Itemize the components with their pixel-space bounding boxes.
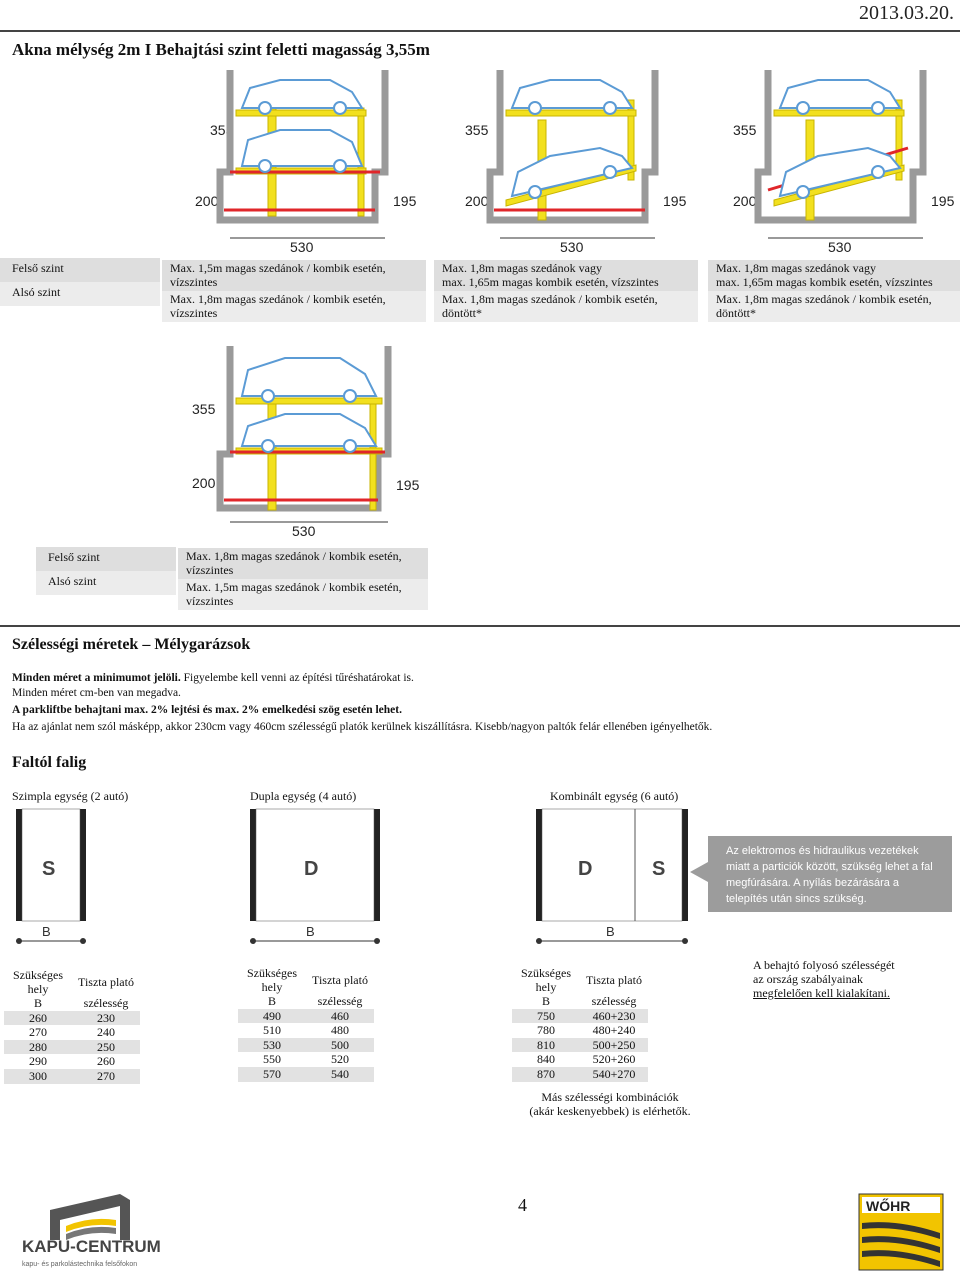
note-4: Ha az ajánlat nem szól másképp, akkor 230cm vagy 460cm szélességű platók kerülnek kiszállításra. Kisebb/nagyon paltók felár ellenében igényelhetők. [12, 721, 713, 733]
table-combined: Szükséges hely Tiszta plató B szélesség 750 460+230 780 480+240 810 500+250 840 520+260 870 540+270 [512, 966, 648, 1082]
config-3-lower: Max. 1,8m magas szedánok / kombik esetén, döntött* [708, 291, 960, 322]
table-row: 840 520+260 [537, 1052, 636, 1067]
parking-diagram-3 [728, 60, 958, 260]
lower-level-label: Alsó szint [0, 282, 160, 306]
config-4-lower: Max. 1,5m magas szedánok / kombik esetén, vízszintes [178, 579, 428, 610]
letter-d: D [578, 858, 593, 880]
dim-355: 355 [210, 122, 234, 138]
table-row: 810 500+250 [512, 1038, 648, 1053]
wiring-callout [690, 832, 952, 914]
note-2: Minden méret cm-ben van megadva. [12, 687, 181, 699]
config-2-upper: Max. 1,8m magas szedánok vagy max. 1,65m magas kombik esetén, vízszintes [434, 260, 698, 291]
letter-b: B [42, 924, 51, 939]
table-row: 750 460+230 [512, 1009, 648, 1024]
logo-left-text: KAPU-CENTRUM [22, 1237, 161, 1256]
dim-195: 195 [931, 193, 955, 209]
dim-355: 355 [465, 122, 489, 138]
letter-s: S [42, 858, 56, 880]
lower-level-label: Alsó szint [36, 571, 176, 595]
config-3-spec [708, 260, 960, 322]
other-combos-note: Más szélességi kombinációk (akár keskenyebbek) is elérhetők. [529, 1090, 691, 1118]
config-2-spec [434, 260, 698, 322]
config-1-lower: Max. 1,8m magas szedánok / kombik esetén, vízszintes [162, 291, 426, 322]
table-simple: Szükséges hely Tiszta plató B szélesség 260 230 270 240 280 250 290 260 300 270 [4, 968, 140, 1084]
table-row: 870 540+270 [512, 1067, 648, 1082]
table-row: 530 500 [238, 1038, 374, 1053]
table-row: 550 520 [263, 1052, 349, 1067]
section-divider [0, 625, 960, 627]
dim-355: 355 [733, 122, 757, 138]
unit-simple-diagram [8, 805, 88, 950]
parking-diagram-1 [190, 60, 420, 260]
unit-double-label: Dupla egység (4 autó) [250, 789, 357, 803]
dim-530: 530 [290, 239, 314, 255]
letter-d: D [304, 858, 319, 880]
unit-combined-diagram [528, 805, 698, 950]
logo-right-text: WŐHR [866, 1198, 911, 1214]
table-row: 270 240 [29, 1025, 115, 1040]
table-double: Szükséges hely Tiszta plató B szélesség 490 460 510 480 530 500 550 520 570 540 [238, 966, 374, 1082]
kapu-centrum-logo [20, 1190, 180, 1272]
dim-530: 530 [560, 239, 584, 255]
level-labels-4 [36, 547, 176, 595]
table-row: 780 480+240 [537, 1023, 636, 1038]
wohr-logo [858, 1193, 944, 1271]
dim-200: 200 [733, 193, 757, 209]
level-labels-1 [0, 258, 160, 306]
dim-195: 195 [663, 193, 687, 209]
callout-line-4: telepítés után sincs szükség. [726, 893, 867, 905]
table-row: 300 270 [4, 1069, 140, 1084]
section-title-widths: Szélességi méretek – Mélygarázsok [12, 636, 251, 653]
upper-level-label: Felső szint [36, 547, 176, 571]
callout-line-2: miatt a particiók között, szükség lehet a fal [726, 861, 933, 873]
table-row: 260 230 [4, 1011, 140, 1026]
page-title: Akna mélység 2m I Behajtási szint feletti magasság 3,55m [12, 40, 430, 59]
dim-200: 200 [465, 193, 489, 209]
callout-line-1: Az elektromos és hidraulikus vezetékek [726, 845, 919, 857]
letter-b: B [306, 924, 315, 939]
corridor-note: A behajtó folyosó szélességét az ország szabályainak megfelelően kell kialakítani. [753, 958, 895, 1000]
table-row: 510 480 [263, 1023, 349, 1038]
width-notes [12, 671, 952, 735]
note-3: A parkliftbe behajtani max. 2% lejtési és max. 2% emelkedési szög esetén lehet. [12, 704, 402, 716]
table-row: 290 260 [29, 1054, 115, 1069]
dim-195: 195 [396, 477, 420, 493]
note-1: Minden méret a minimumot jelöli. Figyelembe kell venni az építési tűréshatárokat is. [12, 672, 414, 684]
dim-530: 530 [828, 239, 852, 255]
callout-line-3: megfúrására. A nyílás bezárására a [726, 877, 900, 889]
letter-s: S [652, 858, 666, 880]
config-1-spec [162, 260, 426, 322]
config-1-upper: Max. 1,5m magas szedánok / kombik esetén, vízszintes [162, 260, 426, 291]
table-row: 490 460 [238, 1009, 374, 1024]
upper-level-label: Felső szint [0, 258, 160, 282]
page-number: 4 [518, 1195, 527, 1215]
parking-diagram-2 [460, 60, 690, 260]
table-row: 280 250 [4, 1040, 140, 1055]
letter-b: B [606, 924, 615, 939]
config-2-lower: Max. 1,8m magas szedánok / kombik esetén, döntött* [434, 291, 698, 322]
dim-195: 195 [393, 193, 417, 209]
config-4-upper: Max. 1,8m magas szedánok / kombik esetén, vízszintes [178, 548, 428, 579]
parking-diagram-4 [190, 340, 430, 540]
unit-combined-label: Kombinált egység (6 autó) [550, 789, 679, 803]
config-4-spec [178, 548, 428, 610]
dim-200: 200 [192, 475, 216, 491]
logo-left-subtext: kapu- és parkolástechnika felsőfokon [22, 1261, 138, 1268]
unit-simple-label: Szimpla egység (2 autó) [12, 789, 129, 803]
unit-double-diagram [240, 805, 390, 950]
dim-200: 200 [195, 193, 219, 209]
config-3-upper: Max. 1,8m magas szedánok vagy max. 1,65m magas kombik esetén, vízszintes [708, 260, 960, 291]
table-row: 570 540 [238, 1067, 374, 1082]
header-divider [0, 30, 960, 32]
section-title-wall-to-wall: Faltól falig [12, 754, 87, 771]
dim-530: 530 [292, 523, 316, 539]
document-date: 2013.03.20. [859, 2, 954, 24]
dim-355: 355 [192, 401, 216, 417]
